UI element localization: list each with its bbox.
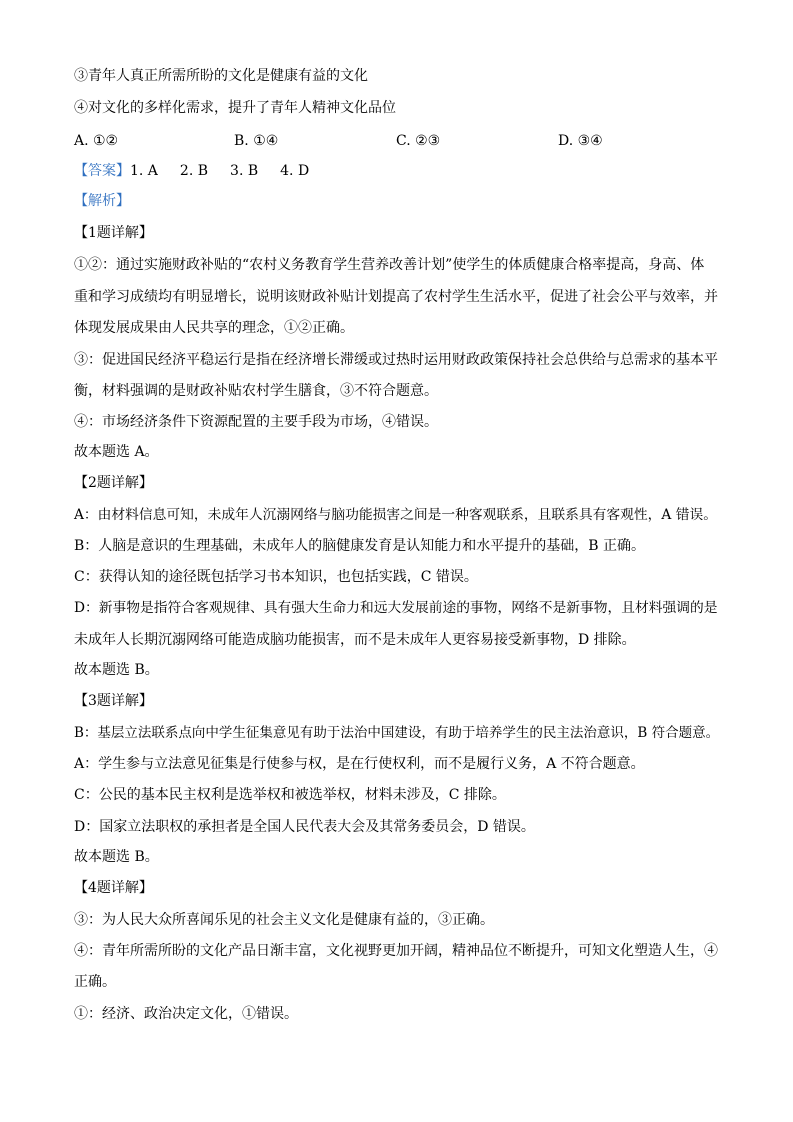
analysis-line: 体现发展成果由人民共享的理念，①②正确。	[74, 320, 354, 336]
analysis-line: ③：为人民大众所喜闻乐见的社会主义文化是健康有益的，③正确。	[74, 912, 494, 928]
section-heading: 【4题详解】	[74, 880, 153, 896]
conclusion-line: 故本题选 B。	[74, 662, 159, 678]
analysis-line: C：获得认知的途径既包括学习书本知识，也包括实践，C 错误。	[74, 569, 478, 585]
answer-item: 2. B	[179, 163, 209, 179]
answer-item: 1. A	[130, 163, 158, 179]
option-b: B. ①④	[234, 133, 279, 149]
analysis-line: ④：青年所需所盼的文化产品日渐丰富，文化视野更加开阔，精神品位不断提升，可知文化塑造人生，④	[74, 943, 718, 959]
analysis-line: A：学生参与立法意见征集是行使参与权，是在行使权利，而不是履行义务，A 不符合题意。	[74, 756, 645, 772]
conclusion-line: 故本题选 B。	[74, 849, 159, 865]
answer-label: 【答案】	[74, 163, 130, 179]
analysis-line: 未成年人长期沉溺网络可能造成脑功能损害，而不是未成年人更容易接受新事物，D 排除。	[74, 632, 636, 648]
intro-line: ④对文化的多样化需求，提升了青年人精神文化品位	[74, 100, 396, 116]
intro-line: ③青年人真正所需所盼的文化是健康有益的文化	[74, 68, 368, 84]
analysis-line: C：公民的基本民主权利是选举权和被选举权，材料未涉及，C 排除。	[74, 787, 506, 803]
conclusion-line: 故本题选 A。	[74, 444, 159, 460]
section-heading: 【1题详解】	[74, 225, 153, 241]
option-d: D. ③④	[558, 133, 603, 149]
analysis-line: B：基层立法联系点向中学生征集意见有助于法治中国建设，有助于培养学生的民主法治意识，B 符合题意。	[74, 725, 720, 741]
analysis-line: ①：经济、政治决定文化，①错误。	[74, 1006, 298, 1022]
option-c: C. ②③	[396, 133, 441, 149]
answer-item: 4. D	[280, 163, 310, 179]
analysis-line: B：人脑是意识的生理基础，未成年人的脑健康发育是认知能力和水平提升的基础，B 正确。	[74, 538, 646, 554]
analysis-line: D：新事物是指符合客观规律、具有强大生命力和远大发展前途的事物，网络不是新事物，且材料强调的是	[74, 600, 718, 616]
answer-line	[74, 161, 309, 181]
analysis-line: D：国家立法职权的承担者是全国人民代表大会及其常务委员会，D 错误。	[74, 819, 535, 835]
analysis-line: ③：促进国民经济平稳运行是指在经济增长滞缓或过热时运用财政政策保持社会总供给与总需求的基本平	[74, 352, 718, 368]
analysis-line: ①②：通过实施财政补贴的“农村义务教育学生营养改善计划”使学生的体质健康合格率提高，身高、体	[74, 257, 705, 273]
answer-options	[74, 131, 724, 151]
option-a: A. ①②	[74, 133, 119, 149]
analysis-line: 重和学习成绩均有明显增长，说明该财政补贴计划提高了农村学生生活水平，促进了社会公平与效率，并	[74, 289, 718, 305]
analysis-label: 【解析】	[74, 193, 130, 209]
analysis-line: A：由材料信息可知，未成年人沉溺网络与脑功能损害之间是一种客观联系，且联系具有客观性，A 错误。	[74, 507, 717, 523]
section-heading: 【3题详解】	[74, 693, 153, 709]
answer-item: 3. B	[230, 163, 259, 179]
section-heading: 【2题详解】	[74, 475, 153, 491]
analysis-line: 衡，材料强调的是财政补贴农村学生膳食，③不符合题意。	[74, 383, 438, 399]
analysis-line: ④：市场经济条件下资源配置的主要手段为市场，④错误。	[74, 414, 438, 430]
analysis-line: 正确。	[74, 974, 116, 990]
